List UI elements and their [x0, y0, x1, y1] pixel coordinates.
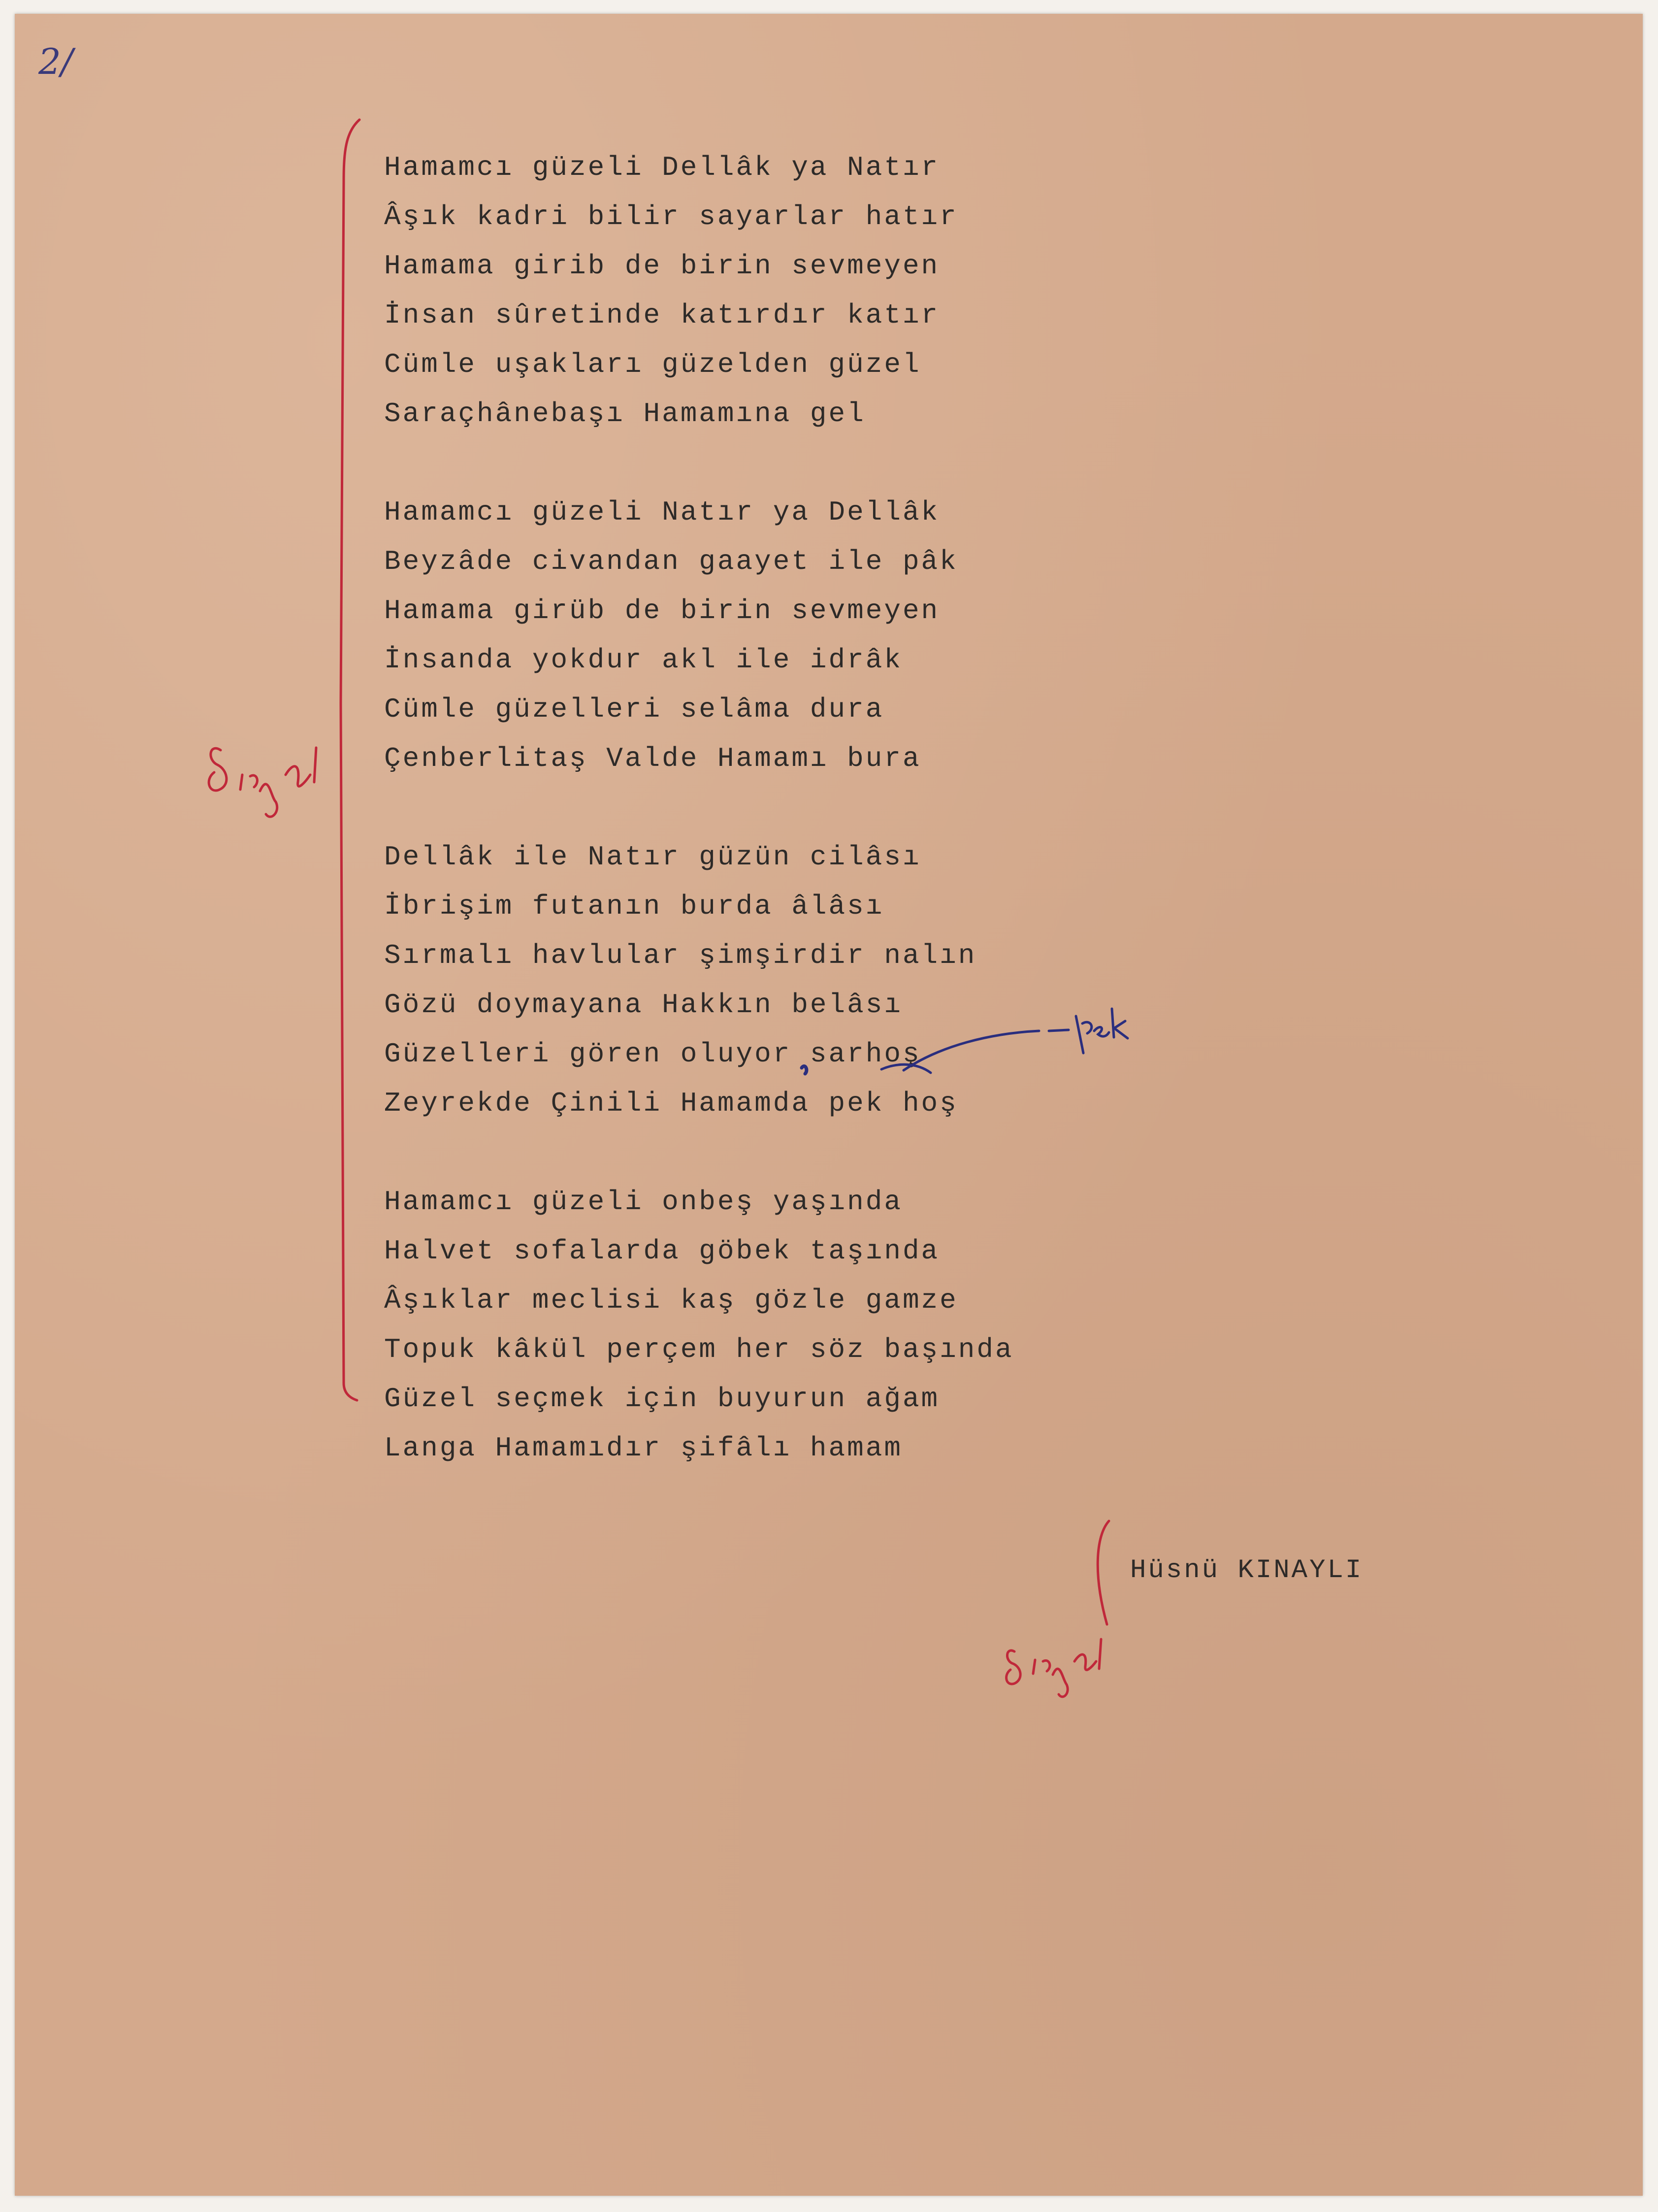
- red-margin-bracket: [341, 120, 359, 1400]
- poem-line: Cümle güzelleri selâma dura: [384, 693, 884, 725]
- poem-line: Güzelleri gören oluyor sarhoş: [384, 1038, 921, 1070]
- poem-line: Çenberlitaş Valde Hamamı bura: [384, 743, 921, 774]
- poem-line: Sırmalı havlular şimşirdir nalın: [384, 940, 977, 971]
- poem-line: Hamamcı güzeli Dellâk ya Natır: [384, 152, 940, 183]
- poem-line: Hamamcı güzeli onbeş yaşında: [384, 1186, 903, 1218]
- red-signature-bracket: [1098, 1521, 1109, 1624]
- poem-line: Âşık kadri bilir sayarlar hatır: [384, 201, 958, 232]
- document-page: [15, 14, 1643, 2196]
- poem-line: İbrişim futanın burda âlâsı: [384, 891, 884, 922]
- poem-line: Hamama girib de birin sevmeyen: [384, 250, 940, 282]
- poem-line: İnsan sûretinde katırdır katır: [384, 299, 940, 331]
- poem-line: Âşıklar meclisi kaş gözle gamze: [384, 1285, 958, 1316]
- poem-line: Gözü doymayana Hakkın belâsı: [384, 989, 903, 1021]
- poem-line: Güzel seçmek için buyurun ağam: [384, 1383, 940, 1415]
- poem-line: Langa Hamamıdır şifâlı hamam: [384, 1432, 903, 1464]
- handwritten-annotations: [15, 14, 1643, 2196]
- poem-line: Beyzâde civandan gaayet ile pâk: [384, 546, 958, 577]
- margin-note-icon: [209, 748, 316, 817]
- page-number: 2/: [38, 41, 73, 82]
- poem-line: Hamamcı güzeli Natır ya Dellâk: [384, 496, 940, 528]
- poem-line: Dellâk ile Natır güzün cilâsı: [384, 841, 921, 873]
- poem-line: Topuk kâkül perçem her söz başında: [384, 1334, 1014, 1365]
- poem-line: İnsanda yokdur akl ile idrâk: [384, 644, 903, 676]
- blue-correction: [802, 1009, 1128, 1074]
- bottom-note-icon: [1007, 1639, 1101, 1697]
- poem-line: Zeyrekde Çinili Hamamda pek hoş: [384, 1088, 958, 1119]
- poem-line: Halvet sofalarda göbek taşında: [384, 1235, 940, 1267]
- poem-line: Saraçhânebaşı Hamamına gel: [384, 398, 866, 429]
- author-signature: Hüsnü KINAYLI: [1130, 1555, 1364, 1585]
- poem-line: Cümle uşakları güzelden güzel: [384, 349, 921, 380]
- poem-line: Hamama girüb de birin sevmeyen: [384, 595, 940, 627]
